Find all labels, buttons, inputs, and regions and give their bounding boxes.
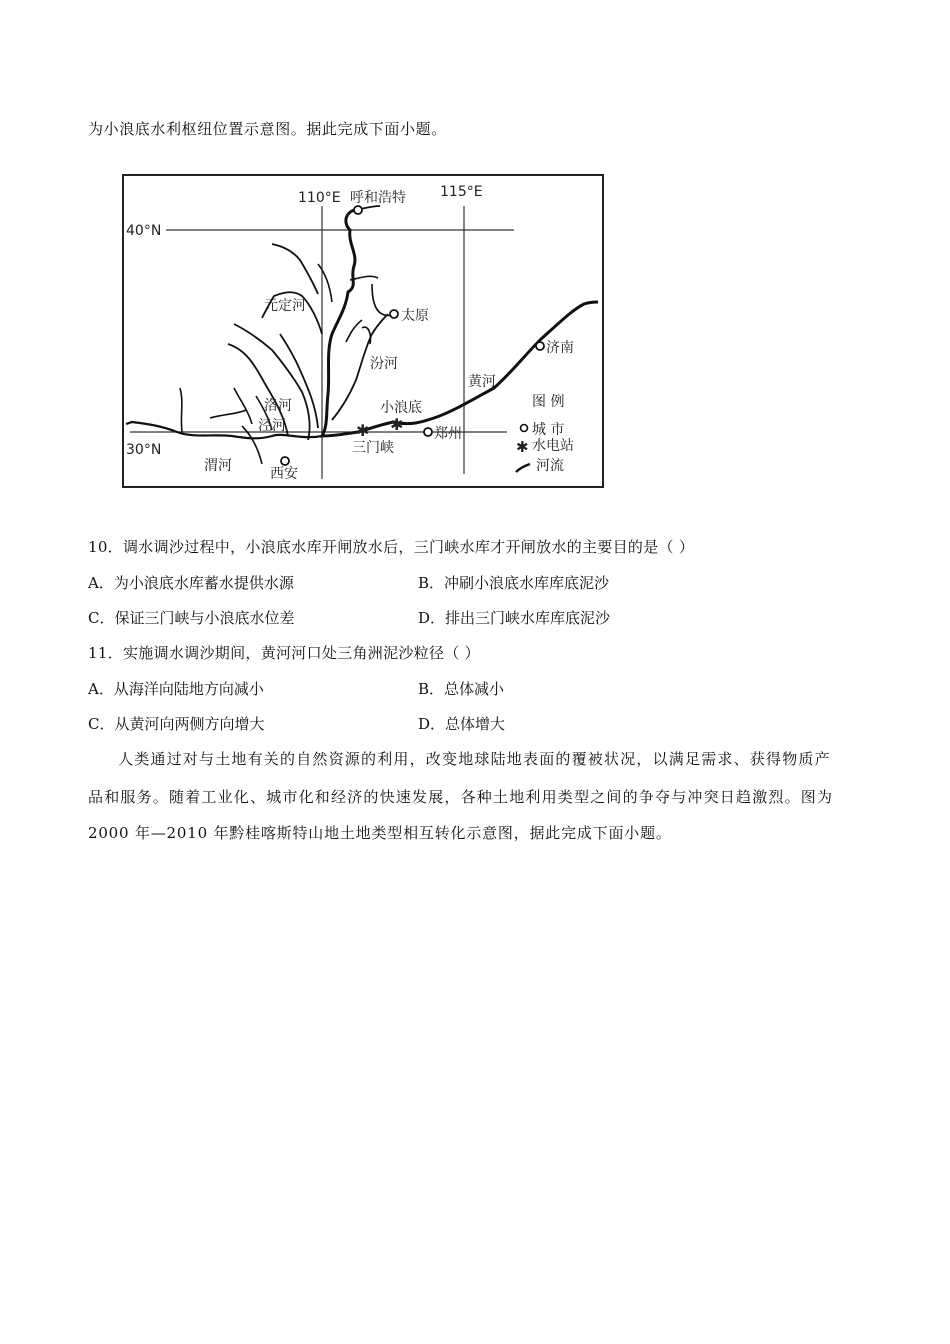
lon-110-label: 110°E (298, 190, 341, 206)
xian-label: 西安 (270, 466, 298, 482)
legend-hydro-icon: ✱ (516, 438, 529, 456)
question-10-option-d[interactable]: D．排出三门峡水库库底泥沙 (418, 609, 611, 627)
question-10-option-b[interactable]: B．冲刷小浪底水库库底泥沙 (418, 574, 610, 592)
map-figure (122, 174, 604, 488)
huanghe-label: 黄河 (468, 374, 496, 390)
question-11-option-c[interactable]: C．从黄河向两侧方向增大 (88, 715, 265, 733)
fenhe-label: 汾河 (370, 356, 398, 372)
taiyuan-label: 太原 (401, 308, 429, 324)
hohhot-label: 呼和浩特 (350, 190, 406, 206)
passage-line-1: 人类通过对与土地有关的自然资源的利用，改变地球陆地表面的覆被状况，以满足需求、获得物质产 (118, 750, 831, 768)
question-10-option-c[interactable]: C．保证三门峡与小浪底水位差 (88, 609, 295, 627)
lat-30-label: 30°N (126, 442, 162, 458)
weihe-label: 渭河 (204, 458, 232, 474)
luohe-label: 洛河 (264, 398, 292, 414)
intro-text: 为小浪底水利枢纽位置示意图。据此完成下面小题。 (88, 120, 447, 138)
legend-river-label: 河流 (536, 458, 564, 474)
passage-line-2: 品和服务。随着工业化、城市化和经济的快速发展，各种土地利用类型之间的争夺与冲突日趋激烈。图为 (88, 788, 834, 806)
xiaolangdi-hydro-icon: ✱ (390, 415, 404, 434)
question-10-stem: 10．调水调沙过程中，小浪底水库开闸放水后，三门峡水库才开闸放水的主要目的是（ ） (88, 538, 695, 556)
jinghe-label: 泾河 (258, 418, 286, 434)
legend-title: 图 例 (532, 394, 565, 410)
xiaolangdi-label: 小浪底 (380, 400, 422, 416)
sanmenxia-label: 三门峡 (352, 440, 394, 456)
legend-city-icon (521, 425, 528, 432)
yuandinghe-label: 元定河 (264, 298, 306, 314)
question-11-option-d[interactable]: D．总体增大 (418, 715, 506, 733)
sanmenxia-hydro-icon: ✱ (356, 421, 370, 440)
lat-40-label: 40°N (126, 223, 162, 239)
zhengzhou-label: 郑州 (434, 426, 462, 442)
question-11-option-b[interactable]: B．总体减小 (418, 680, 505, 698)
question-11-stem: 11．实施调水调沙期间，黄河河口处三角洲泥沙粒径（ ） (88, 644, 480, 662)
legend-city-label: 城 市 (532, 422, 565, 438)
question-10-option-a[interactable]: A．为小浪底水库蓄水提供水源 (88, 574, 294, 592)
xiaolangdi-location-map (122, 174, 604, 488)
legend-hydro-label: 水电站 (532, 438, 574, 454)
jinan-label: 济南 (546, 340, 574, 356)
passage-line-3: 2000 年—2010 年黔桂喀斯特山地土地类型相互转化示意图，据此完成下面小题。 (88, 824, 672, 842)
question-11-option-a[interactable]: A．从海洋向陆地方向减小 (88, 680, 264, 698)
lon-115-label: 115°E (440, 184, 483, 200)
